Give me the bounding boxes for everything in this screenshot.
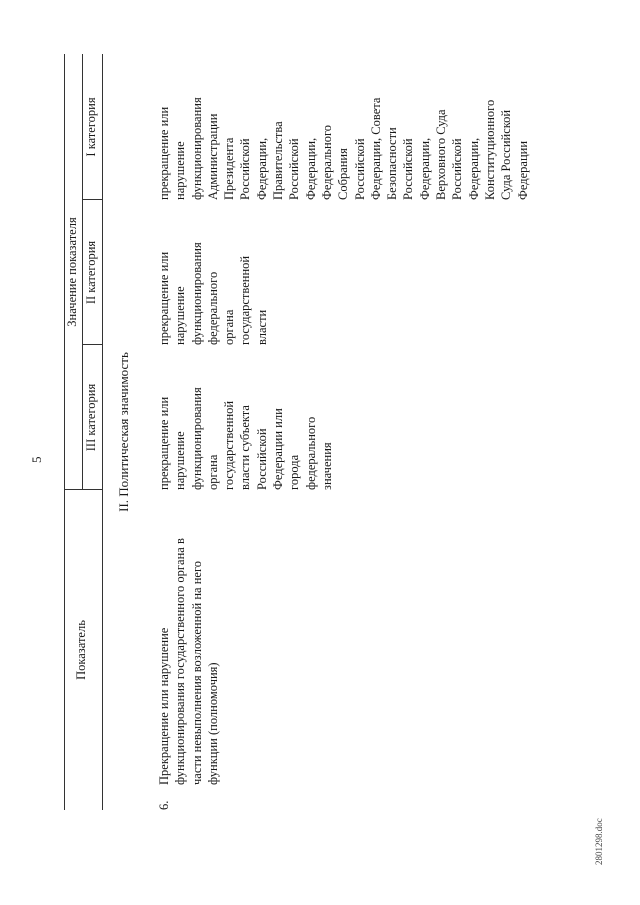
cat1-line: Правительства	[271, 121, 286, 200]
row-indicator-text	[156, 538, 221, 785]
group-header-rule	[82, 54, 83, 490]
cat1-line: Российской	[401, 138, 416, 200]
row-cat2-text	[156, 242, 270, 345]
cat3-line: федерального	[303, 416, 318, 490]
header-cat2: II категория	[84, 240, 98, 305]
indicator-line: функции (полномочия)	[205, 662, 220, 785]
cat2-line: нарушение	[173, 286, 188, 345]
page-number: 5	[29, 456, 44, 463]
cat3-line: значения	[319, 442, 334, 490]
cat3-line: города	[287, 454, 302, 490]
cat3-line: прекращение или	[157, 396, 171, 490]
cat1-line: Российской	[450, 138, 465, 200]
cat1-line: Федерации,	[417, 137, 432, 200]
cat1-line: Конституционного	[482, 99, 497, 200]
row-cat3-text	[156, 387, 335, 490]
cat2-line: государственной	[238, 255, 253, 345]
cat2-line: власти	[254, 309, 269, 345]
cat3-line: Российской	[254, 428, 269, 490]
cat1-line: Администрации	[205, 113, 220, 200]
cat1-line: Российской	[352, 138, 367, 200]
cat1-line: Федерации,	[303, 137, 318, 200]
cat1-line: Верховного Суда	[434, 109, 449, 200]
cat1-line: Федерации,	[254, 137, 269, 200]
cat3-line: власти субъекта	[238, 405, 253, 490]
cat1-line: Федерации	[515, 140, 530, 200]
section-title: II. Политическая значимость	[116, 352, 131, 512]
cat1-line: Безопасности	[385, 127, 400, 200]
cat3-line: государственной	[222, 400, 237, 490]
cat1-line: Российской	[238, 138, 253, 200]
cat1-line: нарушение	[173, 141, 188, 200]
footer-file-code: 2801298.doc	[594, 818, 604, 865]
cat3-line: Федерации или	[271, 408, 286, 490]
header-bottom-rule	[102, 54, 103, 810]
cat1-line: Федерации,	[466, 137, 481, 200]
cat3-line: функционирования	[189, 387, 204, 490]
cat1-line: Собрания	[336, 148, 351, 200]
header-indicator: Показатель	[74, 620, 88, 680]
cat2-line: прекращение или	[157, 251, 171, 345]
cat2-line: функционирования	[189, 242, 204, 345]
indicator-line: части невыполнения возложенной на него	[189, 560, 204, 785]
cat1-line: функционирования	[189, 97, 204, 200]
cat3-line: нарушение	[173, 431, 188, 490]
header-cat3: III категория	[84, 383, 98, 452]
cat1-line: Президента	[222, 137, 237, 200]
indicator-line: Прекращение или нарушение	[157, 627, 171, 785]
row-number: 6.	[157, 800, 171, 810]
cat1-line: Российской	[287, 138, 302, 200]
cat3-line: органа	[205, 454, 220, 490]
indicator-line: функционирования государственного органа в	[173, 538, 188, 785]
cat1-line: Федерации, Совета	[368, 97, 383, 200]
cat1-line: Суда Российской	[499, 109, 514, 200]
cat2-line: федерального	[205, 271, 220, 345]
cat2-line: органа	[222, 309, 237, 345]
header-cat1: I категория	[84, 97, 98, 157]
cat1-line: прекращение или	[157, 106, 171, 200]
header-value-group: Значение показателя	[65, 217, 79, 327]
cat1-line: Федерального	[319, 124, 334, 200]
row-cat1-text	[156, 97, 531, 200]
